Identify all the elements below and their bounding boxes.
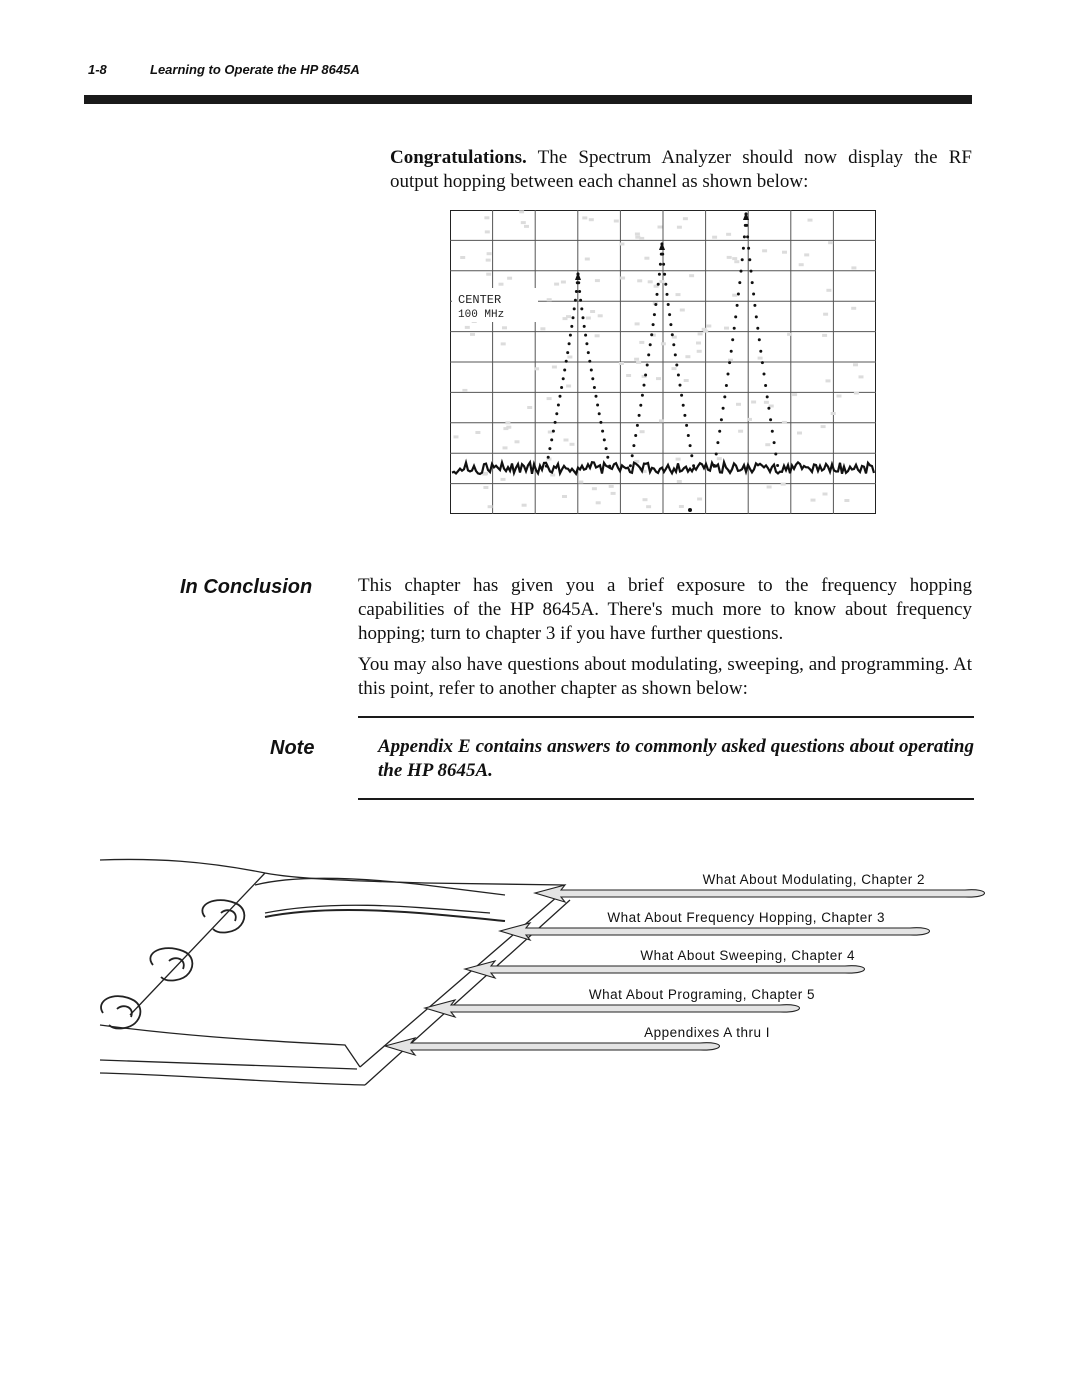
screen-speckle: [486, 259, 491, 262]
peak-dot: [641, 394, 644, 397]
peak-dot: [629, 464, 632, 467]
peak-dot: [720, 418, 723, 421]
screen-speckle: [578, 481, 583, 484]
screen-speckle: [712, 236, 717, 239]
peak-dot: [579, 299, 582, 302]
screen-speckle: [564, 439, 569, 442]
chapter-tab-arrow: [425, 1000, 800, 1017]
running-title: Learning to Operate the HP 8645A: [150, 62, 360, 77]
screen-speckle: [534, 367, 539, 370]
peak-dot: [716, 441, 719, 444]
peak-dot: [560, 386, 563, 389]
screen-speckle: [522, 504, 527, 507]
screen-speckle: [501, 478, 506, 481]
peak-dot: [748, 258, 751, 261]
screen-speckle: [648, 280, 653, 283]
note-text: Appendix E contains answers to commonly asked questions about operating the HP 8645A.: [378, 736, 974, 781]
peak-dot: [638, 414, 641, 417]
screen-speckle: [521, 221, 526, 224]
chapter-tab-label: What About Frequency Hopping, Chapter 3: [607, 910, 885, 925]
screen-speckle: [595, 279, 600, 282]
peak-dot: [666, 293, 669, 296]
peak-dot: [643, 384, 646, 387]
peak-dot: [554, 421, 557, 424]
peak-dot: [661, 253, 664, 256]
peak-dot: [683, 414, 686, 417]
peak-dot: [596, 404, 599, 407]
peak-dot: [598, 412, 601, 415]
peak-dot: [680, 394, 683, 397]
peak-dot: [758, 338, 761, 341]
screen-speckle: [799, 263, 804, 266]
peak-dot: [649, 343, 652, 346]
screen-speckle: [609, 485, 614, 488]
center-label: CENTER: [458, 293, 502, 307]
peak-dot: [727, 373, 730, 376]
peak-dot: [675, 364, 678, 367]
screen-speckle: [566, 385, 571, 388]
screen-speckle: [637, 279, 642, 282]
chapter-guide-illustration: [95, 855, 1000, 1100]
peak-dot: [771, 430, 774, 433]
conclusion-paragraph-1: This chapter has given you a brief exposure to the frequency hopping capabilities of the HP 8645A. There's much more to know about frequency hopping; turn to chapter 3 if you have further questions.: [358, 575, 972, 644]
peak-dot: [587, 351, 590, 354]
peak-dot: [650, 333, 653, 336]
peak-dot: [761, 361, 764, 364]
chapter-tabs: [385, 872, 985, 1055]
peak-dot: [647, 353, 650, 356]
screen-speckle: [595, 334, 600, 337]
peak-dot: [741, 258, 744, 261]
screen-speckle: [697, 498, 702, 501]
peak-dot: [690, 454, 693, 457]
screen-speckle: [460, 256, 465, 259]
peak-dot: [584, 334, 587, 337]
screen-speckle: [672, 367, 677, 370]
screen-speckle: [550, 474, 555, 477]
peak-dot: [733, 327, 736, 330]
screen-speckle: [596, 501, 601, 504]
screen-speckle: [758, 357, 763, 360]
peak-dot: [657, 283, 660, 286]
peak-dot: [582, 316, 585, 319]
screen-speckle: [724, 327, 729, 330]
screen-speckle: [639, 341, 644, 344]
screen-speckle: [853, 363, 858, 366]
screen-speckle: [732, 257, 737, 260]
peak-dot: [573, 307, 576, 310]
screen-speckle: [567, 356, 572, 359]
peak-dot: [595, 395, 598, 398]
peak-dot: [763, 373, 766, 376]
peak-dot: [606, 456, 609, 459]
screen-speckle: [527, 406, 532, 409]
screen-speckle: [590, 310, 595, 313]
peak-dot: [737, 293, 740, 296]
peak-dot: [646, 364, 649, 367]
peak-dot: [669, 323, 672, 326]
peak-dot: [644, 374, 647, 377]
peak-dot: [656, 293, 659, 296]
screen-speckle: [483, 486, 488, 489]
screen-speckle: [767, 486, 772, 489]
screen-speckle: [726, 233, 731, 236]
screen-speckle: [614, 220, 619, 223]
peak-dot: [664, 283, 667, 286]
peak-dot: [668, 313, 671, 316]
screen-speckle: [696, 342, 701, 345]
peak-dot: [728, 361, 731, 364]
peak-dot: [585, 342, 588, 345]
screen-speckle: [859, 375, 864, 378]
screen-speckle: [562, 495, 567, 498]
screen-speckle: [487, 252, 492, 255]
peak-dot: [734, 315, 737, 318]
peak-dot: [747, 247, 750, 250]
screen-speckle: [706, 325, 711, 328]
screen-speckle: [465, 326, 470, 329]
screen-speckle: [679, 505, 684, 508]
screen-speckle: [620, 277, 625, 280]
screen-speckle: [821, 425, 826, 428]
screen-speckle: [592, 487, 597, 490]
screen-speckle: [658, 226, 663, 229]
screen-speckle: [689, 274, 694, 277]
chapter-tab-label: Appendixes A thru I: [644, 1025, 770, 1040]
peak-dot: [631, 454, 634, 457]
screen-speckle: [524, 225, 529, 228]
peak-dot: [575, 290, 578, 293]
screen-speckle: [697, 350, 702, 353]
screen-speckle: [659, 280, 664, 283]
chapter-tab-label: What About Programing, Chapter 5: [588, 987, 815, 1002]
peak-dot: [685, 424, 688, 427]
peak-dot: [555, 412, 558, 415]
screen-speckle: [619, 362, 624, 365]
screen-speckle: [747, 418, 752, 421]
peak-dot: [672, 343, 675, 346]
peak-dot: [766, 395, 769, 398]
screen-speckle: [728, 359, 733, 362]
screen-speckle: [646, 505, 651, 508]
peak-dot: [671, 333, 674, 336]
screen-speckle: [826, 379, 831, 382]
peak-dot: [636, 424, 639, 427]
peak-dot: [738, 281, 741, 284]
peak-dot: [746, 235, 749, 238]
screen-speckle: [485, 230, 490, 233]
screen-speckle: [462, 389, 467, 392]
peak-dot: [722, 407, 725, 410]
screen-speckle: [635, 233, 640, 236]
screen-speckle: [619, 243, 624, 246]
binder-rings: [101, 900, 244, 1028]
peak-dot: [715, 453, 718, 456]
screen-speckle: [482, 473, 487, 476]
screen-speckle: [736, 403, 741, 406]
screen-speckle: [501, 342, 506, 345]
screen-speckle: [635, 322, 640, 325]
screen-speckle: [570, 443, 575, 446]
screen-speckle: [677, 480, 682, 483]
screen-speckle: [540, 327, 545, 330]
peak-dot: [759, 350, 762, 353]
peak-dot: [574, 299, 577, 302]
screen-speckle: [822, 334, 827, 337]
header-rule: [84, 95, 972, 104]
peak-dot: [603, 438, 606, 441]
chapter-tab-label: What About Modulating, Chapter 2: [702, 872, 925, 887]
peak-dot: [773, 441, 776, 444]
peak-dot: [764, 384, 767, 387]
conclusion-paragraph-2: You may also have questions about modulating, sweeping, and programming. At this point, refer to another chapter as shown below:: [358, 654, 972, 699]
screen-speckle: [751, 401, 756, 404]
peak-dot: [723, 395, 726, 398]
screen-speckle: [552, 366, 557, 369]
screen-speckle: [831, 412, 836, 415]
peak-dot: [569, 334, 572, 337]
chapter-tab-arrow: [535, 885, 985, 902]
screen-speckle: [702, 328, 707, 331]
congratulations-lead: Congratulations.: [390, 147, 527, 168]
page-number: 1-8: [88, 62, 107, 77]
peak-dot: [565, 360, 568, 363]
center-marker: [688, 508, 692, 512]
peak-dot: [654, 303, 657, 306]
peak-dot: [634, 434, 637, 437]
screen-speckle: [547, 298, 552, 301]
screen-speckle: [787, 333, 792, 336]
peak-dot: [568, 342, 571, 345]
peak-dot: [755, 315, 758, 318]
screen-speckle: [676, 458, 681, 461]
screen-speckle: [828, 241, 833, 244]
screen-speckle: [499, 283, 504, 286]
screen-speckle: [727, 256, 732, 259]
peak-dot: [718, 430, 721, 433]
peak-dot: [605, 447, 608, 450]
peak-dot: [689, 444, 692, 447]
screen-speckle: [582, 216, 587, 219]
peak-dot: [652, 323, 655, 326]
screen-speckle: [823, 493, 828, 496]
center-frequency: 100 MHz: [458, 309, 505, 321]
peak-dot: [591, 377, 594, 380]
screen-speckle: [764, 401, 769, 404]
screen-speckle: [586, 317, 591, 320]
screen-speckle: [488, 505, 493, 508]
screen-speckle: [656, 377, 661, 380]
screen-speckle: [454, 435, 459, 438]
screen-speckle: [611, 492, 616, 495]
screen-speckle: [640, 430, 645, 433]
peak-dot: [562, 377, 565, 380]
peak-dot: [559, 395, 562, 398]
note-heading: Note: [270, 737, 315, 759]
in-conclusion-heading: In Conclusion: [180, 576, 313, 598]
peak-dot: [730, 350, 733, 353]
screen-speckle: [566, 315, 571, 318]
peak-dot: [736, 304, 739, 307]
screen-speckle: [470, 333, 475, 336]
screen-speckle: [684, 379, 689, 382]
screen-speckle: [561, 281, 566, 284]
screen-speckle: [854, 392, 859, 395]
peak-dot: [751, 281, 754, 284]
screen-speckle: [486, 273, 491, 276]
screen-speckle: [797, 432, 802, 435]
screen-speckle: [677, 226, 682, 229]
peak-dot: [599, 421, 602, 424]
screen-speckle: [823, 313, 828, 316]
peak-dot: [752, 293, 755, 296]
peak-dot: [639, 404, 642, 407]
screen-speckle: [734, 260, 739, 263]
screen-speckle: [554, 283, 559, 286]
screen-speckle: [507, 277, 512, 280]
screen-speckle: [634, 358, 639, 361]
note-bottom-rule: [358, 798, 974, 800]
screen-speckle: [782, 251, 787, 254]
peak-dot: [632, 444, 635, 447]
screen-speckle: [475, 431, 480, 434]
peak-dot: [580, 307, 583, 310]
peak-dot: [577, 281, 580, 284]
peak-dot: [674, 353, 677, 356]
peak-dot: [753, 304, 756, 307]
peak-dot: [570, 325, 573, 328]
chapter-tab-arrow: [465, 961, 865, 978]
peak-dot: [552, 430, 555, 433]
screen-speckle: [808, 219, 813, 222]
peak-dot: [677, 374, 680, 377]
screen-speckle: [585, 258, 590, 261]
screen-speckle: [781, 483, 786, 486]
peak-dot: [750, 270, 753, 273]
peak-dot: [743, 235, 746, 238]
peak-dot: [679, 384, 682, 387]
screen-speckle: [661, 342, 666, 345]
screen-speckle: [844, 499, 849, 502]
congratulations-text: The Spectrum Analyzer should now display the RF output hopping between each channel as shown below:: [390, 147, 972, 192]
peak-dot: [756, 327, 759, 330]
peak-dot: [667, 303, 670, 306]
peak-dot: [659, 263, 662, 266]
screen-speckle: [515, 440, 520, 443]
screen-speckle: [782, 421, 787, 424]
peak-dot: [601, 430, 604, 433]
chapter-tab-label: What About Sweeping, Chapter 4: [640, 948, 855, 963]
screen-speckle: [837, 395, 842, 398]
peak-dot: [653, 313, 656, 316]
screen-speckle: [738, 430, 743, 433]
screen-speckle: [598, 314, 603, 317]
peak-dot: [572, 316, 575, 319]
peak-dot: [548, 447, 551, 450]
peak-dot: [550, 438, 553, 441]
screen-speckle: [644, 257, 649, 260]
screen-speckle: [826, 289, 831, 292]
peak-dot: [769, 418, 772, 421]
peak-dot: [566, 351, 569, 354]
screen-speckle: [519, 210, 524, 213]
peak-dot: [663, 273, 666, 276]
peak-dot: [578, 290, 581, 293]
peak-dot: [593, 386, 596, 389]
screen-speckle: [804, 253, 809, 256]
screen-speckle: [685, 355, 690, 358]
note-top-rule: [358, 716, 974, 718]
chapter-tab-arrow: [385, 1038, 720, 1055]
peak-dot: [557, 404, 560, 407]
screen-speckle: [717, 457, 722, 460]
screen-speckle: [765, 443, 770, 446]
screen-speckle: [643, 498, 648, 501]
peak-dot: [776, 464, 779, 467]
screen-speckle: [636, 361, 641, 364]
peak-dot: [662, 263, 665, 266]
peak-dot: [687, 434, 690, 437]
screen-speckle: [851, 266, 856, 269]
spectrum-analyzer-display: [450, 210, 876, 514]
peak-dot: [740, 270, 743, 273]
screen-speckle: [683, 217, 688, 220]
screen-speckle: [589, 218, 594, 221]
screen-speckle: [659, 419, 664, 422]
screen-speckle: [811, 499, 816, 502]
peak-dot: [563, 369, 566, 372]
congratulations-paragraph: [390, 146, 972, 194]
screen-speckle: [676, 293, 681, 296]
peak-dot: [658, 273, 661, 276]
screen-speckle: [680, 309, 685, 312]
screen-speckle: [762, 249, 767, 252]
peak-dot: [682, 404, 685, 407]
peak-dot: [583, 325, 586, 328]
screen-speckle: [792, 393, 797, 396]
peak-dot: [745, 224, 748, 227]
screen-speckle: [506, 426, 511, 429]
peak-dot: [767, 407, 770, 410]
screen-speckle: [851, 307, 856, 310]
peak-dot: [742, 247, 745, 250]
peak-dot: [588, 360, 591, 363]
screen-speckle: [502, 326, 507, 329]
screen-speckle: [547, 397, 552, 400]
screen-speckle: [503, 446, 508, 449]
screen-speckle: [732, 294, 737, 297]
screen-speckle: [635, 236, 640, 239]
peak-dot: [731, 338, 734, 341]
chapter-tab-arrow: [500, 923, 930, 940]
screen-speckle: [484, 216, 489, 219]
peak-dot: [547, 456, 550, 459]
peak-dot: [725, 384, 728, 387]
peak-dot: [774, 453, 777, 456]
screen-speckle: [626, 374, 631, 377]
screen-speckle: [698, 332, 703, 335]
screen-speckle: [505, 421, 510, 424]
peak-dot: [590, 369, 593, 372]
